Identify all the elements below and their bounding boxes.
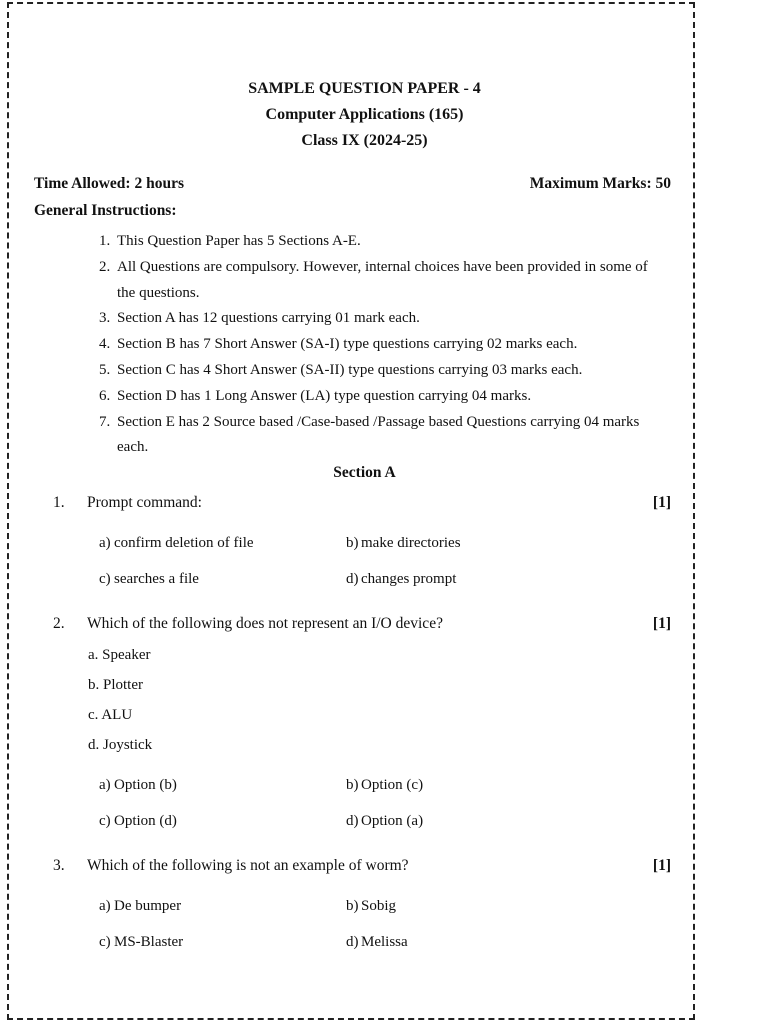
option-letter: b) (346, 535, 359, 551)
option-letter: b) (346, 777, 359, 793)
answer-option (99, 898, 181, 915)
answer-option (346, 777, 423, 794)
option-text: changes prompt (361, 571, 457, 587)
option-text: Sobig (361, 898, 397, 914)
instruction-number: 4. (99, 336, 111, 353)
question-number: 1. (53, 494, 65, 511)
instruction-number: 2. (99, 258, 111, 275)
instruction-text: Section A has 12 questions carrying 01 mark each. (117, 310, 420, 327)
option-text: Melissa (361, 934, 408, 950)
option-text: MS-Blaster (114, 934, 184, 950)
instruction-number: 5. (99, 361, 111, 378)
question-text: Which of the following does not represent an I/O device? (87, 615, 443, 632)
instruction-number: 6. (99, 387, 111, 404)
instruction-item (99, 332, 664, 358)
option-text: Option (a) (361, 813, 424, 829)
paper-class: Class IX (2024-25) (301, 132, 428, 149)
instruction-item (99, 358, 664, 384)
question-text: Which of the following is not an example of worm? (87, 857, 409, 874)
instruction-item (99, 384, 664, 410)
question-number: 3. (53, 857, 65, 874)
question-sub-item: a. Speaker (88, 647, 151, 663)
general-instructions-heading: General Instructions: (34, 202, 177, 219)
option-text: Option (c) (361, 777, 424, 793)
instruction-text: All Questions are compulsory. However, internal choices have been provided in some of the questions. (117, 258, 648, 301)
option-letter: c) (99, 571, 111, 587)
question-number: 2. (53, 615, 65, 632)
paper-title: SAMPLE QUESTION PAPER - 4 (248, 80, 481, 97)
paper-subject: Computer Applications (165) (265, 106, 464, 123)
option-letter: d) (346, 934, 359, 950)
option-text: searches a file (114, 571, 199, 587)
answer-option (346, 813, 423, 830)
instruction-item (99, 255, 664, 307)
instruction-item (99, 410, 664, 462)
question-marks: [1] (652, 857, 671, 874)
section-heading: Section A (333, 464, 396, 481)
instruction-number: 3. (99, 310, 111, 327)
option-letter: d) (346, 813, 359, 829)
answer-option (99, 813, 177, 830)
answer-option (346, 898, 396, 915)
answer-option (99, 777, 177, 794)
answer-option (99, 571, 199, 588)
option-text: Option (b) (114, 777, 177, 793)
option-text: confirm deletion of file (114, 535, 254, 551)
instruction-number: 7. (99, 413, 111, 430)
question-text: Prompt command: (87, 494, 202, 511)
instruction-text: This Question Paper has 5 Sections A-E. (117, 233, 361, 249)
option-text: Option (d) (114, 813, 177, 829)
instruction-text: Section E has 2 Source based /Case-based /Passage based Questions carrying 04 marks each. (117, 413, 640, 456)
option-letter: a) (99, 898, 111, 914)
time-allowed: Time Allowed: 2 hours (34, 175, 184, 192)
option-letter: a) (99, 777, 111, 793)
question-marks: [1] (652, 494, 671, 511)
answer-option (346, 535, 461, 552)
question-sub-item: d. Joystick (88, 737, 153, 753)
option-letter: a) (99, 535, 111, 551)
answer-option (99, 535, 254, 552)
answer-option (99, 934, 183, 951)
instruction-text: Section B has 7 Short Answer (SA-I) type questions carrying 02 marks each. (117, 336, 578, 353)
option-letter: c) (99, 934, 111, 950)
answer-option (346, 934, 408, 951)
instructions-list (99, 229, 664, 461)
option-letter: c) (99, 813, 111, 829)
answer-option (346, 571, 456, 588)
instruction-item (99, 306, 664, 332)
question-marks: [1] (652, 615, 671, 632)
instruction-text: Section C has 4 Short Answer (SA-II) type questions carrying 03 marks each. (117, 361, 583, 378)
question-sub-item: b. Plotter (88, 677, 143, 693)
option-letter: b) (346, 898, 359, 914)
instruction-item (99, 229, 664, 255)
instruction-text: Section D has 1 Long Answer (LA) type question carrying 04 marks. (117, 387, 532, 404)
maximum-marks: Maximum Marks: 50 (529, 175, 671, 192)
option-text: De bumper (114, 898, 182, 914)
question-sub-item: c. ALU (88, 707, 133, 723)
option-letter: d) (346, 571, 359, 587)
option-text: make directories (361, 535, 461, 551)
instruction-number: 1. (99, 233, 111, 249)
